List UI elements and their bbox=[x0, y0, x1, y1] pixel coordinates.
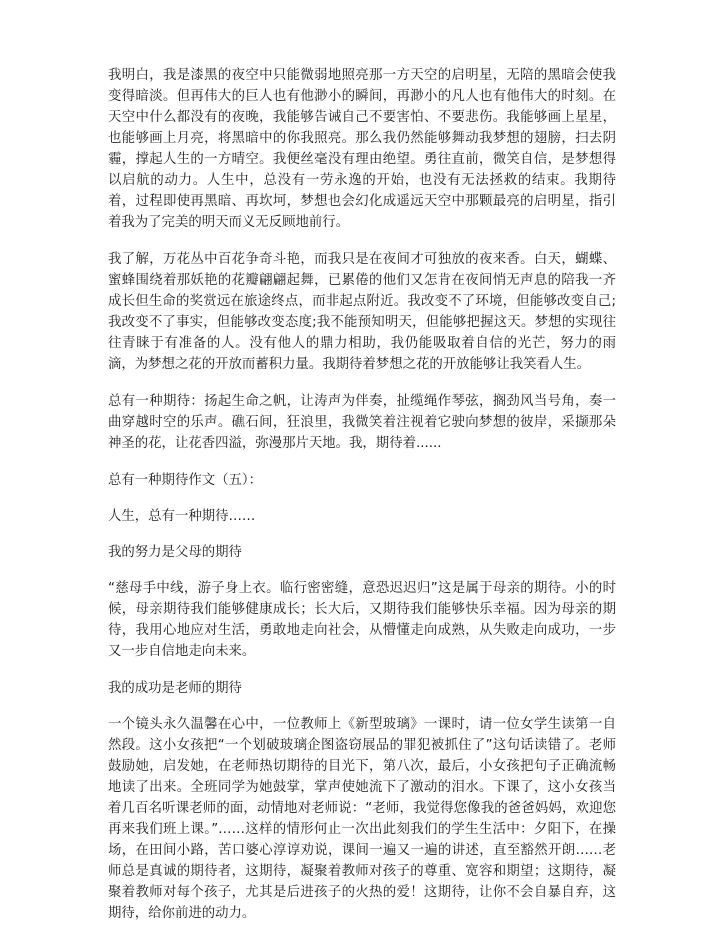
paragraph-morning-star: 我明白，我是漆黑的夜空中只能微弱地照亮那一方天空的启明星，无陪的黑暗会使我变得暗淡。但再伟大的巨人也有他渺小的瞬间，再渺小的凡人也有他伟大的时刻。在天空中什么都没有的夜晚，我能够告诫自己不要害怕、不要悲伤。我能够画上星星，也能够画上月亮，将黑暗中的你我照亮。那么我仍然能够舞动我梦想的翅膀，扫去阴霾，撑起人生的一方晴空。我便丝毫没有理由绝望。勇往直前，微笑自信，是梦想得以启航的动力。人生中，总没有一劳永逸的开始，也没有无法拯救的结束。我期待着，过程即使再黑暗、再坎坷，梦想也会幻化成遥远天空中那颗最亮的启明星，指引着我为了完美的明天而义无反顾地前行。 bbox=[108, 68, 616, 230]
paragraph-sail-of-life: 总有一种期待：扬起生命之帆，让涛声为伴奏，扯缆绳作琴弦，搁劲风当号角，奏一曲穿越时空的乐声。礁石间，狂浪里，我微笑着注视着它驶向梦想的彼岸，采撷那朵神圣的花，让花香四溢，弥漫那片天地。我，期待着...... bbox=[108, 394, 616, 451]
subheading-teacher: 我的成功是老师的期待 bbox=[108, 681, 242, 696]
paragraph-mother: “慈母手中线，游子身上衣。临行密密缝，意恐迟迟归”这是属于母亲的期待。小的时候，母亲期待我们能够健康成长；长大后，又期待我们能够快乐幸福。因为母亲的期待，我用心地应对生活，勇敢地走向社会，从懵懂走向成熟，从失败走向成功，一步又一步自信地走向未来。 bbox=[108, 581, 616, 659]
paragraph-night-fragrance: 我了解，万花丛中百花争奇斗艳，而我只是在夜间才可独放的夜来香。白天，蝴蝶、蜜蜂围绕着那妖艳的花瓣翩翩起舞，已累倦的他们又怎肯在夜间悄无声息的陪我一齐成长但生命的奖赏远在旅途终点，而非起点附近。我改变不了环境，但能够改变自己;我改变不了事实，但能够改变态度;我不能预知明天，但能够把握这天。梦想的实现往往青睐于有准备的人。没有他人的鼎力相助，我仍能吸取着自信的光芒，努力的雨滴，为梦想之花的开放而蓄积力量。我期待着梦想之花的开放能够让我笑看人生。 bbox=[108, 252, 616, 372]
subheading-parents: 我的努力是父母的期待 bbox=[108, 545, 242, 560]
paragraph-life-expectation: 人生，总有一种期待…… bbox=[108, 509, 256, 524]
document-body bbox=[108, 65, 616, 940]
paragraph-teacher-story: 一个镜头永久温馨在心中，一位教师上《新型玻璃》一课时，请一位女学生读第一自然段。这小女孩把“一个划破玻璃企图盗窃展品的罪犯被抓住了”这句话读错了。老师鼓励她，启发她，在老师热切期待的目光下，第八次，最后，小女孩把句子正确流畅地读了出来。全班同学为她鼓掌，掌声使她流下了激动的泪水。下课了，这小女孩当着几百名听课老师的面，动情地对老师说：“老师，我觉得您像我的爸爸妈妈，欢迎您再来我们班上课。”……这样的情形何止一次出此刻我们的学生生活中：夕阳下，在操场，在田间小路，苦口婆心淳谆劝说，课间一遍又一遍的讲述，直至豁然开朗……老师总是真诚的期待者，这期待，凝聚着教师对孩子的尊重、宽容和期望；这期待，凝聚着教师对每个孩子，尤其是后进孩子的火热的爱！这期待，让你不会自暴自弃，这期待，给你前进的动力。 bbox=[108, 717, 616, 921]
essay-heading: 总有一种期待作文（五）： bbox=[108, 473, 262, 488]
